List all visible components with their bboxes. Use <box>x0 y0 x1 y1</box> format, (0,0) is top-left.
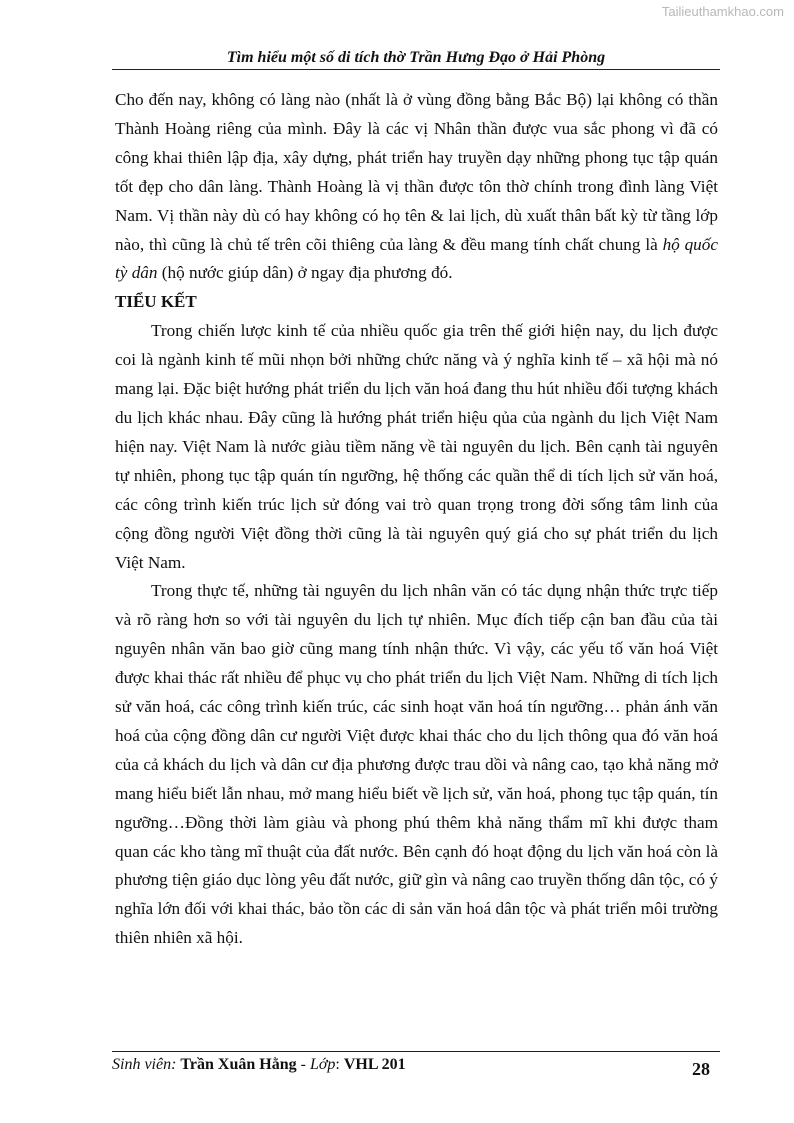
paragraph-1-text: Cho đến nay, không có làng nào (nhất là ở vùng đồng bằng Bắc Bộ) lại không có thần Thành Hoàng riêng của mình. Đây là các vị Nhân thần được vua sắc phong vì đã có công khai thiên lập địa, xây dựng, phát triển hay truyền dạy những phong tục tập quán tốt đẹp cho dân làng. Thành Hoàng là vị thần được tôn thờ chính trong đình làng Việt Nam. Vị thần này dù có hay không có họ tên & lai lịch, dù xuất thân bất kỳ từ tầng lớp nào, thì cũng là chủ tế trên cõi thiêng của làng & đều mang tính chất chung là <box>115 90 718 254</box>
watermark: Tailieuthamkhao.com <box>661 4 784 19</box>
document-body <box>115 86 718 953</box>
section-heading: TIỂU KẾT <box>115 292 197 312</box>
student-name: Trần Xuân Hằng <box>180 1056 297 1073</box>
page-footer: Sinh viên: Trần Xuân Hằng - Lớp: VHL 201 28 <box>112 1056 710 1079</box>
page-number: 28 <box>692 1059 710 1079</box>
footer-rule <box>112 1051 720 1052</box>
class-label: Lớp <box>309 1056 336 1073</box>
page-header-title: Tìm hiểu một số di tích thờ Trần Hưng Đạo ở Hải Phòng <box>226 49 606 66</box>
paragraph-1 <box>115 86 718 288</box>
paragraph-3: Trong thực tế, những tài nguyên du lịch nhân văn có tác dụng nhận thức trực tiếp và rõ ràng hơn so với tài nguyên du lịch tự nhiên. Mục đích tiếp cận ban đầu của tài nguyên nhân văn bao giờ cũng mang tính nhận thức. Vì vậy, các yếu tố văn hoá Việt được khai thác rất nhiều để phục vụ cho phát triển du lịch Việt Nam. Những di tích lịch sử văn hoá, các công trình kiến trúc, các sinh hoạt văn hoá tín ngưỡng… phản ánh văn hoá của cộng đồng dân cư người Việt được khai thác cho du lịch thông qua đó văn hoá của cả khách du lịch và dân cư địa phương được trau dồi và nâng cao, tạo khả năng mở mang hiểu biết lẫn nhau, mở mang hiểu biết về lịch sử, văn hoá, phong tục tập quán, tín ngưỡng…Đồng thời làm giàu và phong phú thêm khả năng thẩm mĩ khi được tham quan các kho tàng mĩ thuật của đất nước. Bên cạnh đó hoạt động du lịch văn hoá còn là phương tiện giáo dục lòng yêu đất nước, giữ gìn và nâng cao truyền thống dân tộc, có ý nghĩa lớn đối với khai thác, bảo tồn các di sản văn hoá dân tộc và phát triển môi trường thiên nhiên xã hội. <box>115 581 718 948</box>
paragraph-1-italic: hộ quốc tỳ dân <box>115 234 718 283</box>
header-rule <box>112 69 720 70</box>
class-value: VHL 201 <box>343 1056 406 1073</box>
student-label: Sinh viên <box>112 1056 172 1073</box>
paragraph-2: Trong chiến lược kinh tế của nhiều quốc gia trên thế giới hiện nay, du lịch được coi là ngành kinh tế mũi nhọn bởi những chức năng và ý nghĩa kinh tế – xã hội mà nó mang lại. Đặc biệt hướng phát triển du lịch văn hoá đang thu hút nhiều đối tượng khách du lịch khác nhau. Đây cũng là hướng phát triển hiệu qủa của ngành du lịch Việt Nam hiện nay. Việt Nam là nước giàu tiềm năng về tài nguyên du lịch. Bên cạnh tài nguyên tự nhiên, phong tục tập quán tín ngưỡng, hệ thống các quần thể di tích lịch sử văn hoá, các công trình kiến trúc lịch sử đóng vai trò quan trọng trong đời sống tâm linh của cộng đồng người Việt đồng thời cũng là tài nguyên quý giá cho sự phát triển du lịch Việt Nam. <box>115 321 718 572</box>
paragraph-1-text-end: (hộ nước giúp dân) ở ngay địa phương đó. <box>157 263 453 283</box>
